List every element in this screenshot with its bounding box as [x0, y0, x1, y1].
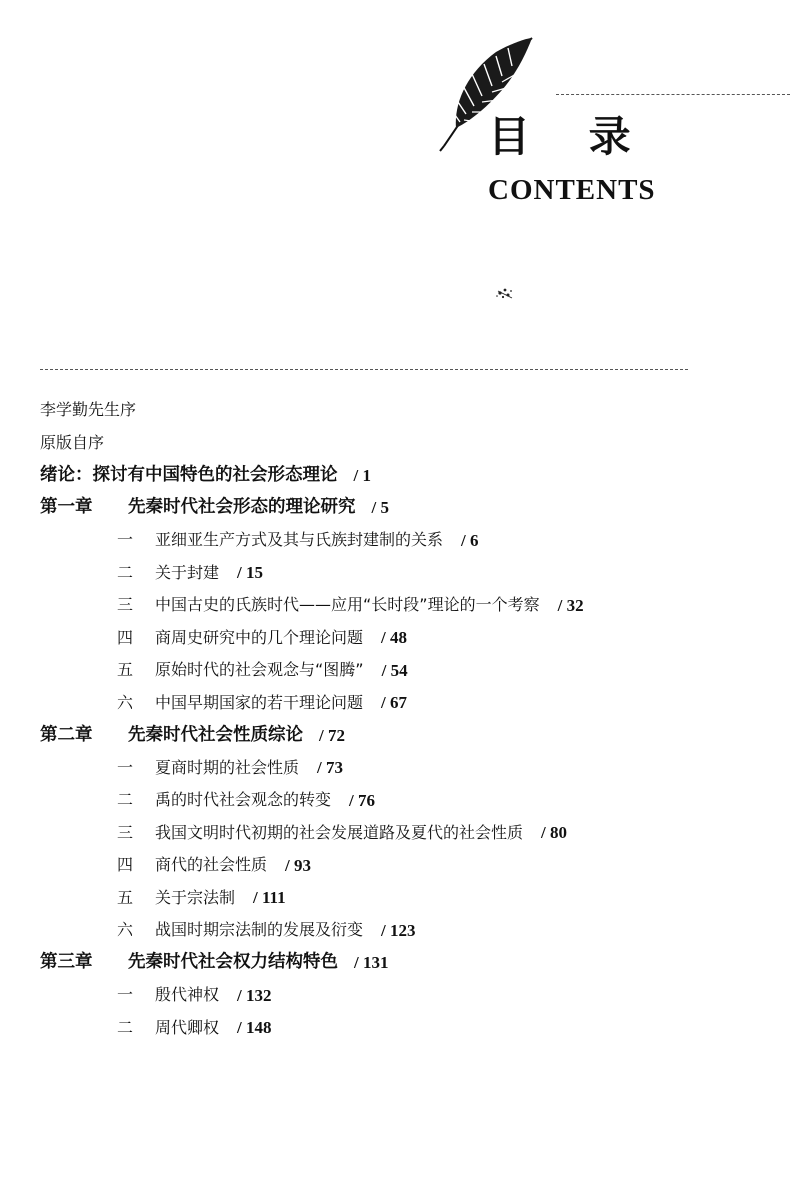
- toc-entry-preface-li[interactable]: [40, 394, 780, 427]
- toc-page-number: / 15: [237, 563, 263, 583]
- section-number: 五: [117, 887, 134, 907]
- toc-entry-label: 李学勤先生序: [40, 400, 137, 420]
- section-number: 二: [117, 790, 134, 810]
- toc-chapter-3[interactable]: [40, 947, 780, 980]
- toc-page-number: / 73: [317, 758, 343, 778]
- section-number: 一: [117, 985, 134, 1005]
- section-title: 夏商时期的社会性质: [155, 757, 300, 777]
- table-of-contents: [40, 394, 780, 1044]
- toc-section[interactable]: [40, 849, 780, 882]
- toc-page-number: / 80: [541, 823, 567, 843]
- toc-page-number: / 32: [557, 595, 584, 615]
- section-number: 六: [117, 920, 134, 940]
- section-number: 一: [117, 530, 134, 550]
- toc-page-number: / 54: [381, 660, 408, 680]
- ornament-icon: [494, 284, 516, 304]
- toc-section[interactable]: [40, 817, 780, 850]
- toc-page-number: / 1: [353, 465, 371, 485]
- toc-page-number: / 148: [237, 1018, 272, 1038]
- toc-entry-preface-author[interactable]: [40, 427, 780, 460]
- toc-section[interactable]: [40, 557, 780, 590]
- section-title: 周代卿权: [155, 1017, 220, 1037]
- toc-section[interactable]: [40, 979, 780, 1012]
- section-number: 四: [117, 627, 134, 647]
- section-number: 三: [117, 822, 134, 842]
- toc-page-number: / 111: [253, 888, 286, 908]
- section-divider: [40, 369, 688, 370]
- toc-page-number: / 132: [237, 985, 272, 1005]
- toc-section[interactable]: [40, 524, 780, 557]
- chapter-label: 第二章: [40, 724, 93, 745]
- section-title: 原始时代的社会观念与“图腾”: [155, 660, 364, 680]
- toc-entry-label: 原版自序: [40, 432, 105, 452]
- toc-section[interactable]: [40, 752, 780, 785]
- section-number: 四: [117, 855, 134, 875]
- toc-section[interactable]: [40, 882, 780, 915]
- toc-page-number: / 131: [354, 953, 389, 973]
- page-subtitle: CONTENTS: [488, 174, 656, 206]
- toc-section[interactable]: [40, 589, 780, 622]
- toc-page-number: / 93: [285, 855, 311, 875]
- header-rule: [556, 94, 790, 95]
- toc-section[interactable]: [40, 784, 780, 817]
- chapter-title: 先秦时代社会权力结构特色: [128, 952, 338, 972]
- section-title: 亚细亚生产方式及其与氏族封建制的关系: [155, 530, 444, 550]
- toc-entry-intro[interactable]: [40, 459, 780, 492]
- toc-page-number: / 72: [319, 725, 345, 745]
- toc-page-number: / 5: [371, 498, 389, 518]
- chapter-title: 先秦时代社会形态的理论研究: [128, 497, 356, 517]
- section-number: 一: [117, 757, 134, 777]
- section-title: 中国早期国家的若干理论问题: [155, 692, 364, 712]
- chapter-label: 第一章: [40, 497, 93, 517]
- toc-chapter-1[interactable]: [40, 492, 780, 525]
- toc-section[interactable]: [40, 654, 780, 687]
- section-title: 商代的社会性质: [155, 855, 268, 875]
- section-number: 五: [117, 660, 134, 680]
- section-number: 六: [117, 692, 134, 712]
- section-title: 关于封建: [155, 562, 220, 582]
- page-title: 目 录: [488, 112, 653, 161]
- toc-page-number: / 123: [381, 920, 416, 940]
- section-title: 商周史研究中的几个理论问题: [155, 627, 364, 647]
- toc-section[interactable]: [40, 1012, 780, 1045]
- toc-page-number: / 67: [381, 693, 407, 713]
- toc-page-number: / 48: [381, 628, 407, 648]
- section-title: 殷代神权: [155, 985, 220, 1005]
- toc-section[interactable]: [40, 687, 780, 720]
- toc-entry-label: 绪论：探讨有中国特色的社会形态理论: [40, 464, 338, 485]
- toc-section[interactable]: [40, 914, 780, 947]
- section-title: 中国古史的氏族时代——应用“长时段”理论的一个考察: [155, 595, 540, 615]
- chapter-title: 先秦时代社会性质综论: [128, 724, 303, 745]
- section-number: 三: [117, 595, 134, 615]
- section-title: 禹的时代社会观念的转变: [155, 790, 332, 810]
- toc-page-number: / 76: [349, 790, 375, 810]
- section-title: 我国文明时代初期的社会发展道路及夏代的社会性质: [155, 822, 524, 842]
- section-title: 战国时期宗法制的发展及衍变: [155, 920, 364, 940]
- section-number: 二: [117, 562, 134, 582]
- chapter-label: 第三章: [40, 952, 93, 972]
- section-title: 关于宗法制: [155, 887, 236, 907]
- toc-chapter-2[interactable]: [40, 719, 780, 752]
- section-number: 二: [117, 1017, 134, 1037]
- toc-section[interactable]: [40, 622, 780, 655]
- toc-page-number: / 6: [461, 530, 479, 550]
